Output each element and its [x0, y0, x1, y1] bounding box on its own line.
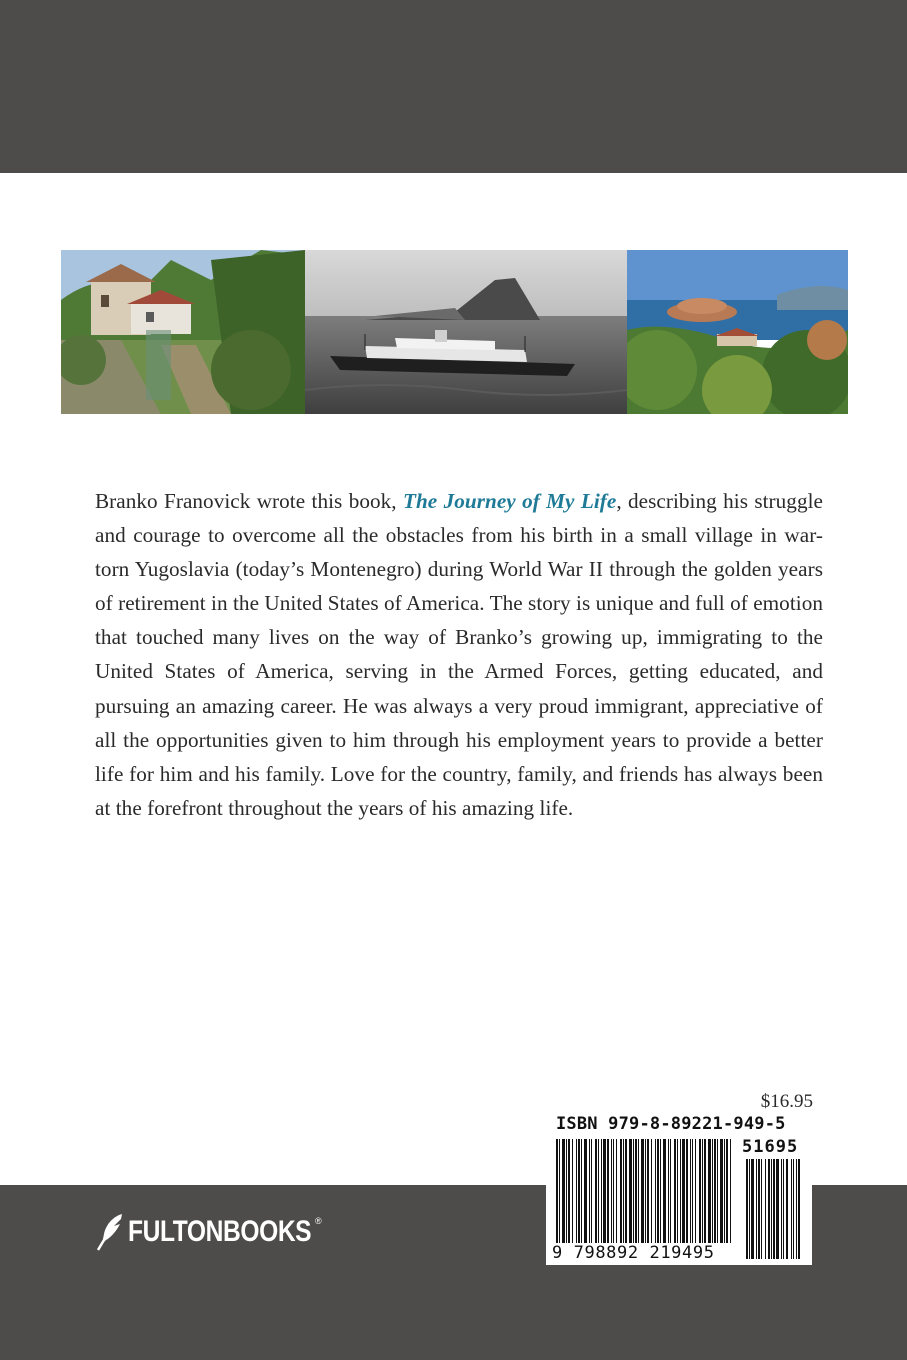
book-description: [95, 484, 823, 825]
photo-strip: [61, 250, 848, 414]
publisher-logo: [96, 1210, 351, 1254]
island-town-photo: [627, 250, 848, 414]
publisher-name: FULTONBOOKS: [128, 1215, 312, 1248]
price: $16.95: [760, 1091, 813, 1112]
barcode: [546, 1113, 812, 1265]
ean-digits: 9 798892 219495: [550, 1243, 734, 1263]
quill-pen-icon: [96, 1210, 126, 1254]
ship-and-rock-photo: [305, 250, 627, 414]
blurb-body: , describing his struggle and courage to overcome all the obstacles from his birth in a small village in war-torn Yugoslavia (today’s Montenegro) during World War II through the golden years of retirement in the United States of America. The story is unique and full of emotion that touched many lives on the way of Branko’s growing up, immigrating to the United States of America, serving in the Armed Forces, getting educated, and pursuing an amazing career. He was always a very proud immigrant, appreciative of all the opportunities given to him through his employment years to provide a better life for him and his family. Love for the country, family, and friends has always been at the forefront throughout the years of his amazing life.: [95, 489, 823, 820]
barcode-addon: 51695: [742, 1137, 799, 1157]
book-title: The Journey of My Life: [402, 489, 617, 513]
registered-mark: ®: [315, 1216, 322, 1226]
isbn-label: ISBN 979-8-89221-949-5: [556, 1114, 786, 1134]
top-band: [0, 0, 907, 173]
blurb-intro: Branko Franovick wrote this book,: [95, 489, 403, 513]
village-house-photo: [61, 250, 305, 414]
